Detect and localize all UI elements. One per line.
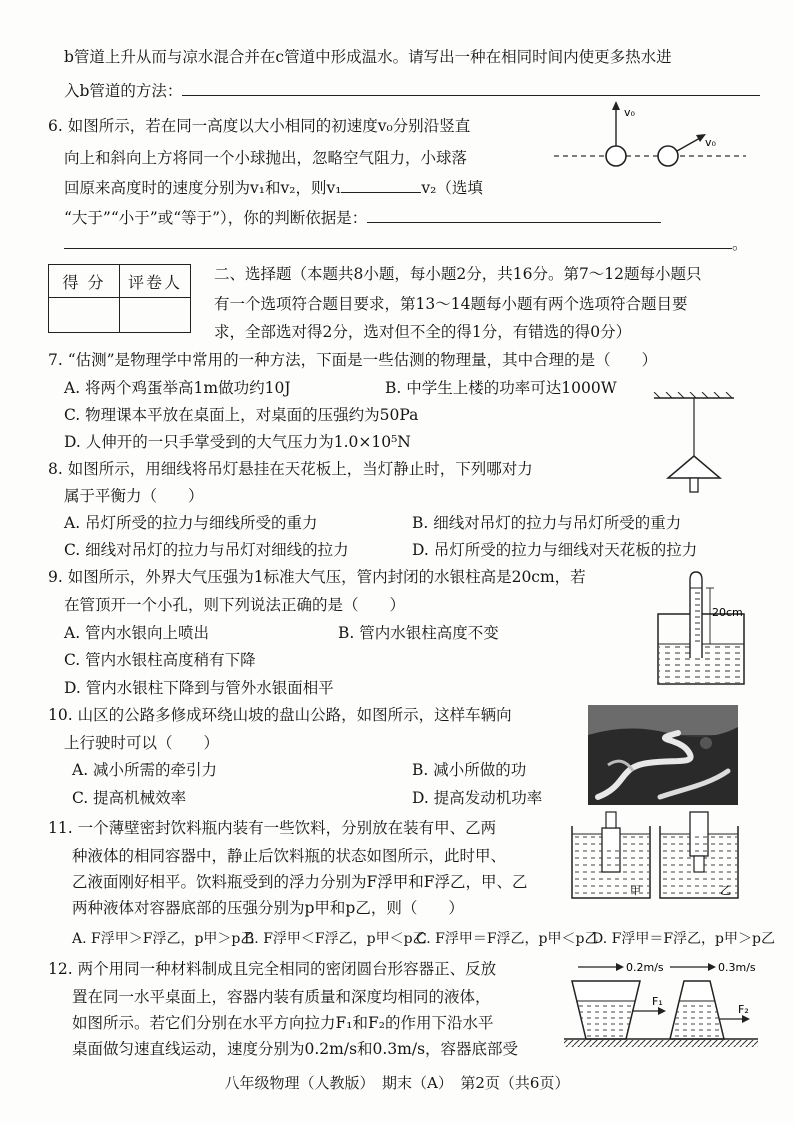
q9-line-2: 在管顶开一个小孔，则下列说法正确的是（ ） bbox=[64, 596, 406, 614]
q6-line-3b-text: v₂（选填 bbox=[421, 179, 483, 197]
q11-option-d[interactable]: D. F浮甲＝F浮乙，p甲＞p乙 bbox=[592, 931, 775, 947]
q6-blank-reason-cont[interactable] bbox=[64, 234, 732, 249]
continuation-text: 入b管道的方法： bbox=[64, 82, 183, 100]
q9-tube-figure bbox=[654, 566, 754, 690]
mountain-road-photo bbox=[588, 705, 738, 805]
score-header: 得 分 bbox=[49, 265, 120, 298]
label-f2: F₂ bbox=[738, 1003, 749, 1016]
q11-option-c[interactable]: C. F浮甲＝F浮乙，p甲＜p乙 bbox=[416, 931, 599, 947]
label-f1: F₁ bbox=[652, 995, 663, 1008]
q11-line-3: 乙液面刚好相平。饮料瓶受到的浮力分别为F浮甲和F浮乙，甲、乙 bbox=[72, 873, 528, 891]
grader-cell[interactable] bbox=[120, 298, 191, 333]
q11-line-1: 11. 一个薄壁密封饮料瓶内装有一些饮料，分别放在装有甲、乙两 bbox=[48, 819, 497, 837]
q6-line-2: 向上和斜向上方将同一个小球抛出，忽略空气阻力，小球落 bbox=[64, 149, 468, 167]
continuation-line-1: b管道上升从而与凉水混合并在c管道中形成温水。请写出一种在相同时间内使更多热水进 bbox=[64, 48, 672, 66]
label-jia: 甲 bbox=[630, 884, 641, 897]
q12-line-2: 置在同一水平桌面上，容器内装有质量和深度均相同的液体， bbox=[72, 988, 491, 1006]
q11-containers-figure bbox=[566, 806, 746, 902]
q6-line-3-text: 回原来高度时的速度分别为v₁和v₂，则v₁ bbox=[64, 179, 342, 197]
q9-line-1: 9. 如图所示，外界大气压强为1标准大气压，管内封闭的水银柱高是20cm，若 bbox=[48, 568, 586, 586]
q10-option-b[interactable]: B. 减小所做的功 bbox=[412, 761, 527, 779]
q10-option-d[interactable]: D. 提高发动机功率 bbox=[412, 789, 543, 807]
q9-option-a[interactable]: A. 管内水银向上喷出 bbox=[64, 624, 210, 642]
ball-oblique bbox=[658, 146, 678, 166]
q9-option-c[interactable]: C. 管内水银柱高度稍有下降 bbox=[64, 651, 256, 669]
q11-option-b[interactable]: B. F浮甲＜F浮乙，p甲＜p乙 bbox=[244, 931, 427, 947]
q8-option-d[interactable]: D. 吊灯所受的拉力与细线对天花板的拉力 bbox=[412, 541, 698, 559]
section2-line-1: 二、选择题（本题共8小题，每小题2分，共16分。第7～12题每小题只 bbox=[214, 265, 702, 283]
lamp-bulb bbox=[690, 478, 698, 492]
q6-line-3 bbox=[64, 178, 483, 198]
q8-line-1: 8. 如图所示，用细线将吊灯悬挂在天花板上，当灯静止时，下列哪对力 bbox=[48, 460, 533, 478]
label-20cm: 20cm bbox=[712, 606, 743, 619]
label-yi: 乙 bbox=[720, 884, 731, 897]
label-speed-1: 0.2m/s bbox=[626, 961, 664, 974]
grader-header: 评卷人 bbox=[120, 265, 191, 298]
q12-line-3: 如图所示。若它们分别在水平方向拉力F₁和F₂的作用下沿水平 bbox=[72, 1014, 494, 1032]
q6-figure bbox=[550, 98, 750, 180]
q10-option-c[interactable]: C. 提高机械效率 bbox=[72, 789, 187, 807]
q6-line-4-text: “大于”“小于”或“等于”），你的判断依据是： bbox=[64, 209, 368, 227]
lamp-shade bbox=[668, 456, 720, 478]
q12-frustum-figure bbox=[562, 955, 762, 1055]
q7-option-c[interactable]: C. 物理课本平放在桌面上，对桌面的压强约为50Pa bbox=[64, 406, 419, 424]
q8-lamp-figure bbox=[650, 392, 740, 502]
q7-option-d[interactable]: D. 人伸开的一只手掌受到的大气压力为1.0×10⁵N bbox=[64, 433, 411, 451]
q7-option-a[interactable]: A. 将两个鸡蛋举高1m做功约10J bbox=[64, 379, 291, 397]
q6-line-1: 6. 如图所示，若在同一高度以大小相同的初速度v₀分别沿竖直 bbox=[48, 117, 471, 135]
q12-line-1: 12. 两个用同一种材料制成且完全相同的密闭圆台形容器正、反放 bbox=[48, 960, 497, 978]
q8-line-2: 属于平衡力（ ） bbox=[64, 487, 204, 505]
q6-line-5: 。 bbox=[64, 234, 748, 254]
q8-option-a[interactable]: A. 吊灯所受的拉力与细线所受的重力 bbox=[64, 514, 318, 532]
label-speed-2: 0.3m/s bbox=[718, 961, 756, 974]
section2-line-2: 有一个选项符合题目要求，第13～14题每小题有两个选项符合题目要 bbox=[214, 295, 688, 313]
q7-option-b[interactable]: B. 中学生上楼的功率可达1000W bbox=[385, 379, 617, 397]
q8-option-b[interactable]: B. 细线对吊灯的拉力与吊灯所受的重力 bbox=[412, 514, 682, 532]
q11-line-4: 两种液体对容器底部的压强分别为p甲和p乙，则（ ） bbox=[72, 899, 464, 917]
arrow-oblique bbox=[677, 138, 700, 151]
q8-option-c[interactable]: C. 细线对吊灯的拉力与吊灯对细线的拉力 bbox=[64, 541, 349, 559]
q6-line-4 bbox=[64, 208, 661, 228]
q9-option-d[interactable]: D. 管内水银柱下降到与管外水银面相平 bbox=[64, 679, 334, 697]
arrow-head-vertical bbox=[612, 101, 620, 110]
section2-line-3: 求，全部选对得2分，选对但不全的得1分，有错选的得0分） bbox=[214, 323, 632, 341]
score-table bbox=[48, 264, 191, 333]
ball-vertical bbox=[606, 146, 626, 166]
q11-option-a[interactable]: A. F浮甲＞F浮乙，p甲＞p乙 bbox=[72, 931, 255, 947]
tube-mercury bbox=[691, 588, 701, 644]
q9-option-b[interactable]: B. 管内水银柱高度不变 bbox=[338, 624, 499, 642]
answer-blank[interactable] bbox=[182, 81, 760, 96]
page-footer: 八年级物理（人教版） 期末（A） 第2页（共6页） bbox=[224, 1074, 570, 1092]
q10-option-a[interactable]: A. 减小所需的牵引力 bbox=[72, 761, 218, 779]
q10-line-1: 10. 山区的公路多修成环绕山坡的盘山公路，如图所示，这样车辆向 bbox=[48, 706, 512, 724]
q10-line-2: 上行驶时可以（ ） bbox=[64, 734, 220, 752]
q7-stem: 7. “估测”是物理学中常用的一种方法，下面是一些估测的物理量，其中合理的是（ ） bbox=[48, 351, 658, 369]
q6-blank-reason[interactable] bbox=[367, 208, 661, 223]
label-v0-oblique: v₀ bbox=[705, 136, 716, 149]
q6-blank-compare[interactable] bbox=[341, 178, 421, 193]
score-cell[interactable] bbox=[49, 298, 120, 333]
q12-line-4: 桌面做匀速直线运动，速度分别为0.2m/s和0.3m/s，容器底部受 bbox=[72, 1040, 519, 1058]
q11-line-2: 种液体的相同容器中，静止后饮料瓶的状态如图所示，此时甲、 bbox=[72, 847, 507, 865]
label-v0-vertical: v₀ bbox=[624, 106, 635, 119]
